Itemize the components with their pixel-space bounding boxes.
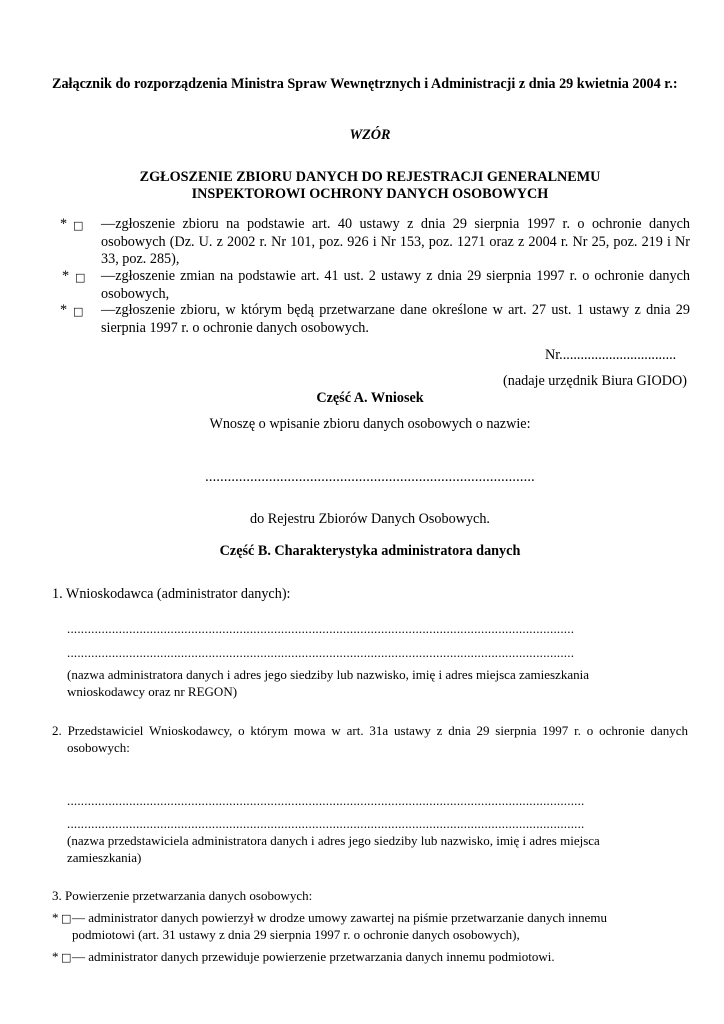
part-a-heading: Część A. Wniosek <box>316 390 424 406</box>
q3-option-text: — administrator danych powierzył w drodze umowy zawartej na piśmie przetwarzanie danych innemu podmiotowi (art. 31 ustawy z dnia 29 sierpnia 1997 r. o ochronie danych osobowych), <box>72 910 607 942</box>
asterisk-marker: * <box>60 216 68 232</box>
title-line-1: ZGŁOSZENIE ZBIORU DANYCH DO REJESTRACJI GENERALNEMU <box>139 169 601 185</box>
wzor-heading: WZÓR <box>349 127 391 143</box>
q3-option-item <box>52 909 652 943</box>
q1-field-line[interactable]: ................................................................................................................................................... <box>67 621 575 636</box>
checkbox-icon[interactable]: □ <box>61 912 72 925</box>
checkbox-icon[interactable]: □ <box>61 951 72 964</box>
option-text: —zgłoszenie zbioru na podstawie art. 40 ustawy z dnia 29 sierpnia 1997 r. o ochronie danych osobowych (Dz. U. z 2002 r. Nr 101, poz. 926 i Nr 153, poz. 1271 oraz z 2004 r. Nr 25, poz. 219 i Nr 33, poz. 285), <box>101 216 690 267</box>
set-name-line[interactable]: ........................................................................................ <box>205 469 535 485</box>
title-line-2: INSPEKTOROWI OCHRONY DANYCH OSOBOWYCH <box>191 186 549 202</box>
number-note: (nadaje urzędnik Biura GIODO) <box>503 373 687 389</box>
option-item <box>60 216 690 269</box>
q2-field-line[interactable]: ...................................................................................................................................................... <box>67 816 585 831</box>
q3-option-item <box>52 948 652 965</box>
q2-field-line[interactable]: ...................................................................................................................................................... <box>67 793 585 808</box>
asterisk-marker: * <box>52 949 59 964</box>
q1-label: 1. Wnioskodawca (administrator danych): <box>52 586 291 602</box>
checkbox-icon[interactable]: □ <box>73 219 84 232</box>
part-b-heading: Część B. Charakterystyka administratora danych <box>219 543 521 559</box>
asterisk-marker: * <box>62 268 70 284</box>
registry-text: do Rejestru Zbiorów Danych Osobowych. <box>250 511 490 527</box>
checkbox-icon[interactable]: □ <box>73 305 84 318</box>
asterisk-marker: * <box>52 910 59 925</box>
q2-hint: (nazwa przedstawiciela administratora danych i adres jego siedziby lub nazwisko, imię i adres miejsca zamieszkania) <box>67 833 600 865</box>
option-item <box>60 302 690 337</box>
q2-label <box>52 722 688 756</box>
attachment-note: Załącznik do rozporządzenia Ministra Spraw Wewnętrznych i Administracji z dnia 29 kwietnia 2004 r.: <box>52 76 678 92</box>
q1-hint: (nazwa administratora danych i adres jego siedziby lub nazwisko, imię i adres miejsca zamieszkania wnioskodawcy oraz nr REGON) <box>67 667 589 699</box>
option-text: —zgłoszenie zmian na podstawie art. 41 ust. 2 ustawy z dnia 29 sierpnia 1997 r. o ochronie danych osobowych, <box>101 268 690 302</box>
checkbox-icon[interactable]: □ <box>75 271 86 284</box>
option-text: —zgłoszenie zbioru, w którym będą przetwarzane dane określone w art. 27 ust. 1 ustawy z dnia 29 sierpnia 1997 r. o ochronie danych osobowych. <box>101 302 690 336</box>
q3-label: 3. Powierzenie przetwarzania danych osobowych: <box>52 888 313 903</box>
q2-label-text: 2. Przedstawiciel Wnioskodawcy, o którym mowa w art. 31a ustawy z dnia 29 sierpnia 1997 r. o ochronie danych osobowych: <box>52 723 688 755</box>
part-a-request: Wnoszę o wpisanie zbioru danych osobowych o nazwie: <box>209 416 531 432</box>
registration-number: Nr................................. <box>545 347 677 363</box>
asterisk-marker: * <box>60 302 68 318</box>
option-item <box>62 268 690 303</box>
q3-option-text: — administrator danych przewiduje powierzenie przetwarzania danych innemu podmiotowi. <box>72 949 555 964</box>
q1-field-line[interactable]: ................................................................................................................................................... <box>67 645 575 660</box>
